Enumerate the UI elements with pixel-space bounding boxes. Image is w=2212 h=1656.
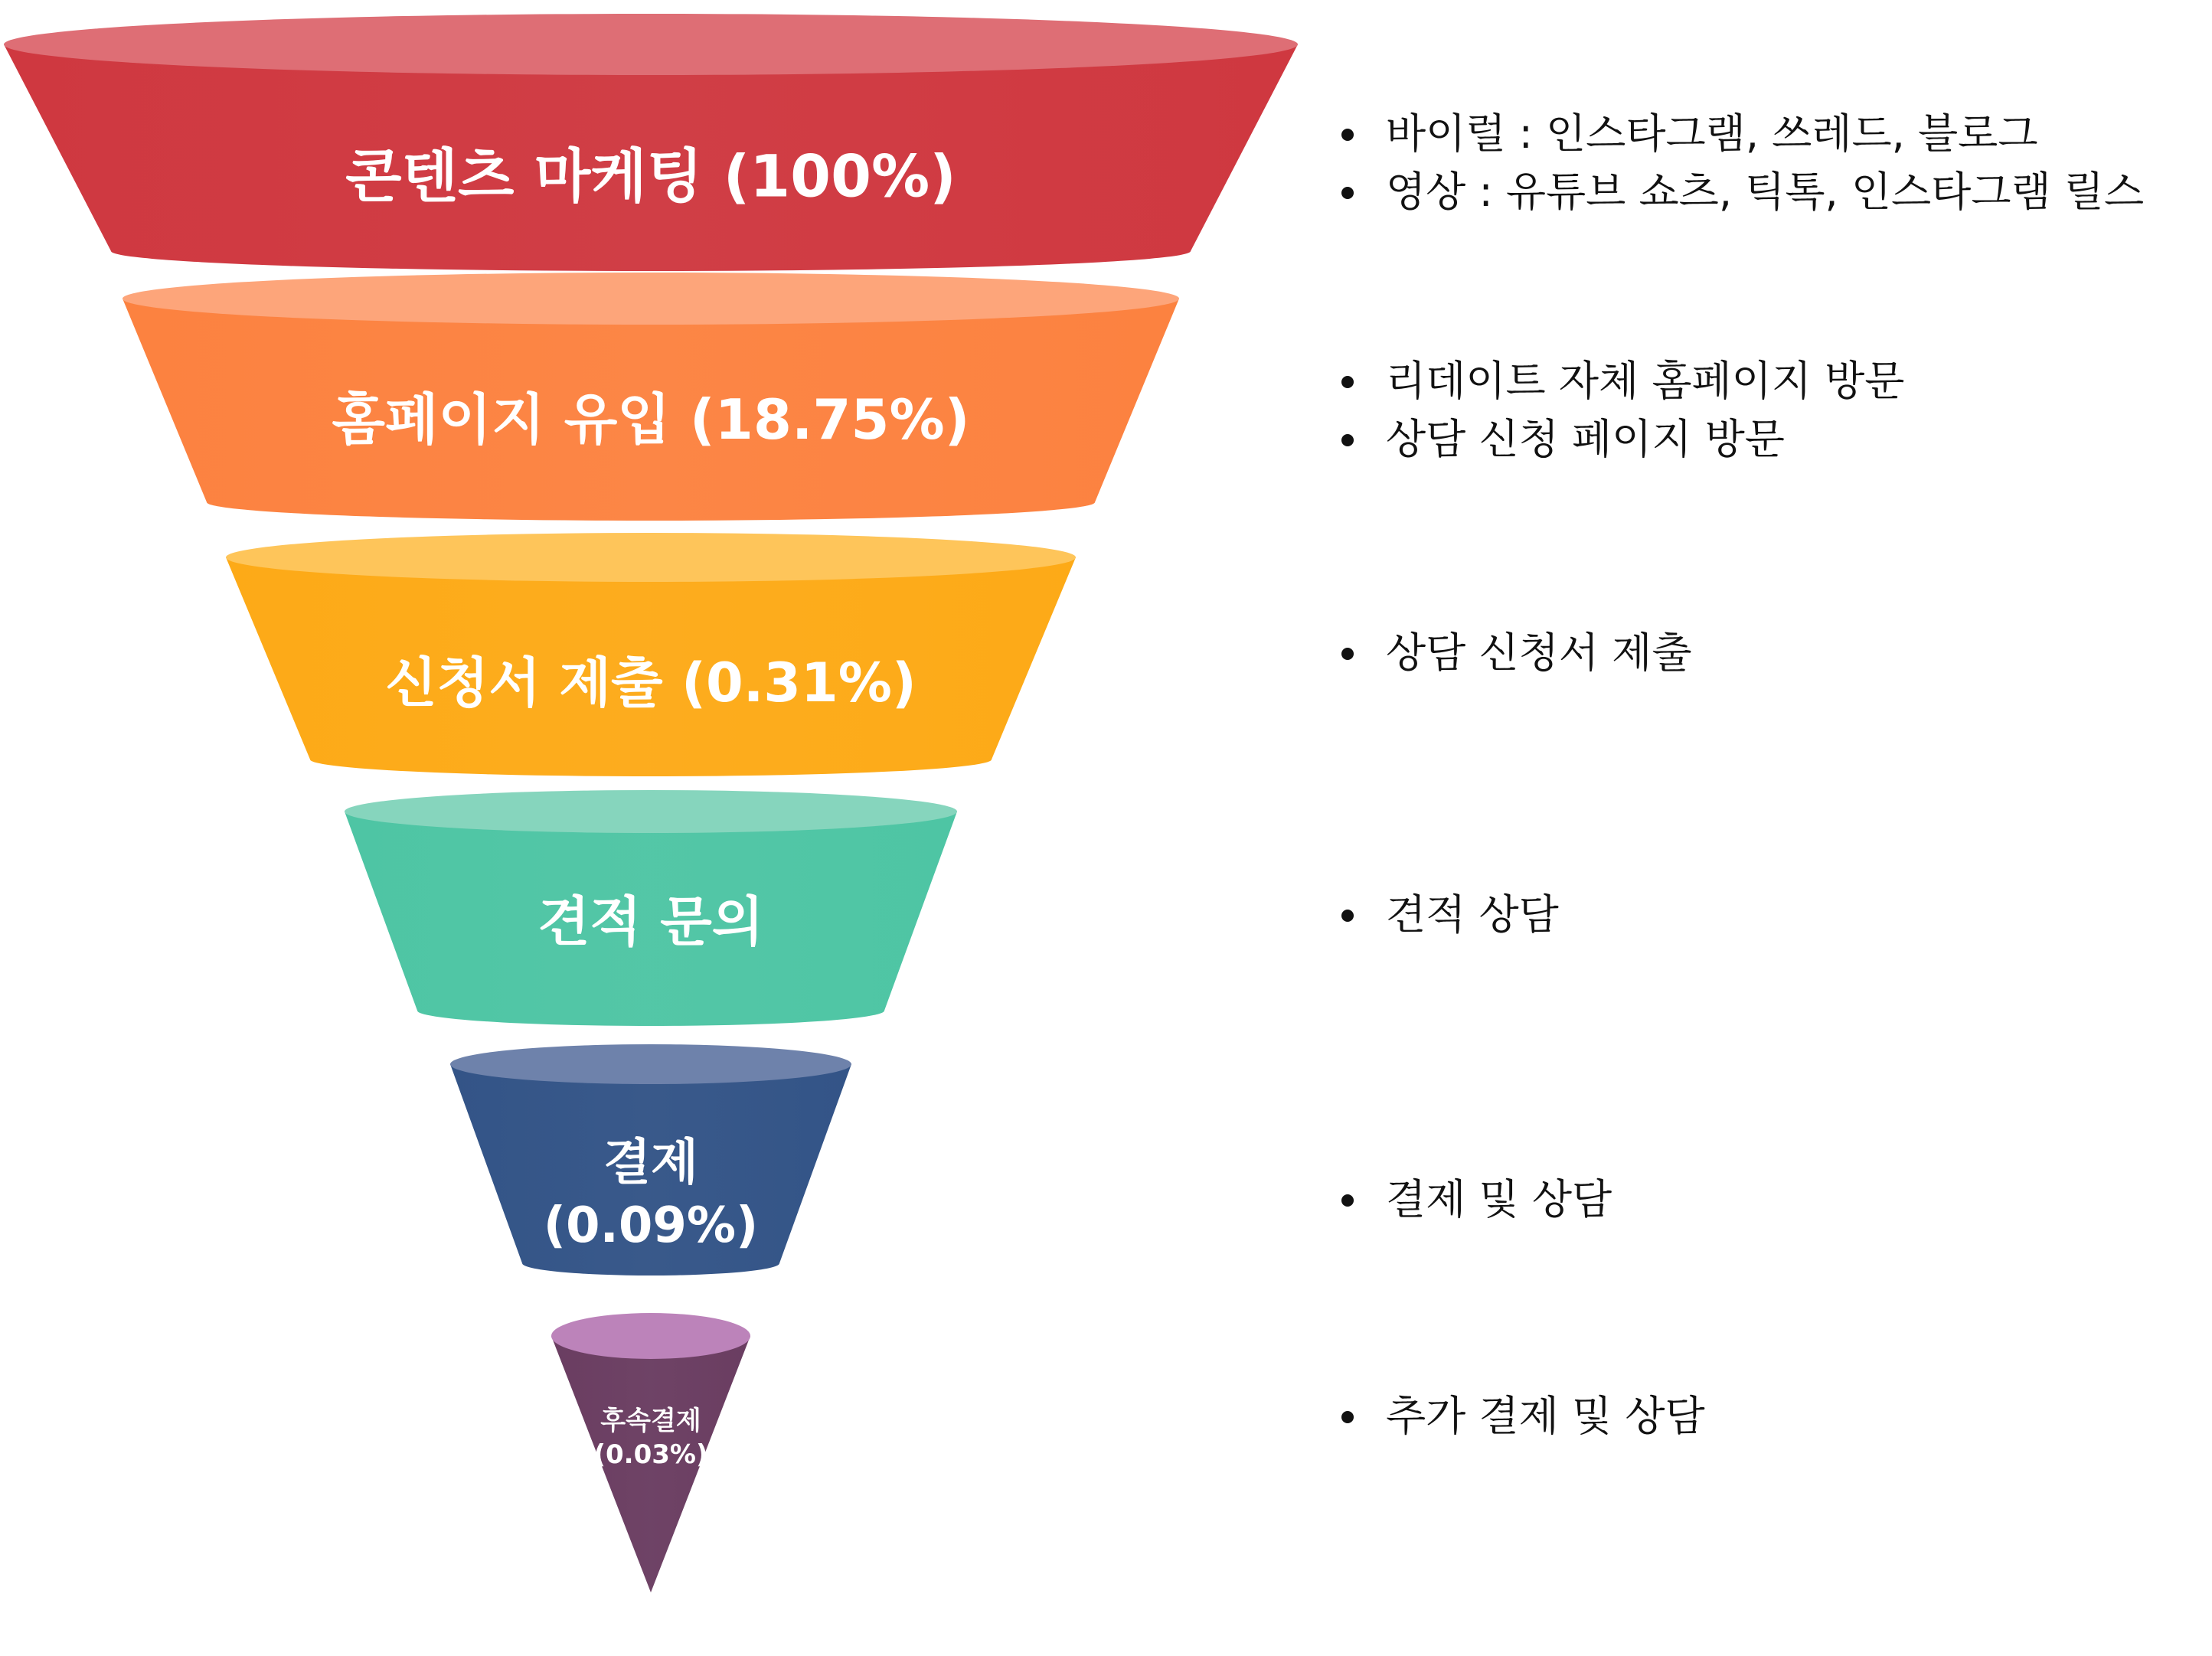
funnel-stage-3 — [226, 533, 1076, 776]
funnel-stage-5 — [450, 1044, 851, 1275]
funnel-segment-top — [123, 273, 1179, 325]
note-text: 바이럴 : 인스타그램, 쓰레드, 블로그 — [1386, 109, 2038, 158]
funnel-stage-label: 홈페이지 유입 (18.75%) — [332, 387, 970, 452]
note-text: 견적 상담 — [1386, 890, 1559, 939]
funnel-stage-label: (0.03%) — [593, 1439, 708, 1470]
funnel-stage-label: 콘텐츠 마케팅 (100%) — [345, 142, 956, 211]
funnel-stage-1 — [4, 14, 1298, 271]
note-text: 결제 및 상담 — [1386, 1175, 1612, 1223]
funnel-stage-2 — [123, 273, 1179, 521]
funnel-stage-6 — [551, 1313, 750, 1592]
funnel-segment-top — [450, 1044, 851, 1084]
note-text: 상담 신청서 제출 — [1386, 629, 1692, 677]
funnel-stage-label: (0.09%) — [543, 1197, 759, 1254]
funnel-segment-top — [4, 14, 1298, 75]
funnel-stage-label: 견적 문의 — [537, 890, 764, 953]
note-text: 리데이트 자체 홈페이지 방문 — [1386, 357, 1905, 405]
funnel-segment-top — [226, 533, 1076, 582]
funnel-stage-label: 결제 — [603, 1135, 698, 1192]
note-text: 추가 결제 및 상담 — [1386, 1392, 1705, 1440]
funnel-stage-4 — [345, 790, 957, 1026]
note-text: 상담 신청 페이지 방문 — [1386, 415, 1785, 463]
funnel-stage-label: 신청서 제출 (0.31%) — [385, 652, 916, 714]
funnel-segment-top — [345, 790, 957, 833]
funnel-segment-top — [551, 1313, 750, 1359]
funnel-stage-label: 후속결제 — [600, 1406, 701, 1437]
note-text: 영상 : 유튜브 쇼츠, 틱톡, 인스타그램 릴스 — [1386, 168, 2145, 216]
